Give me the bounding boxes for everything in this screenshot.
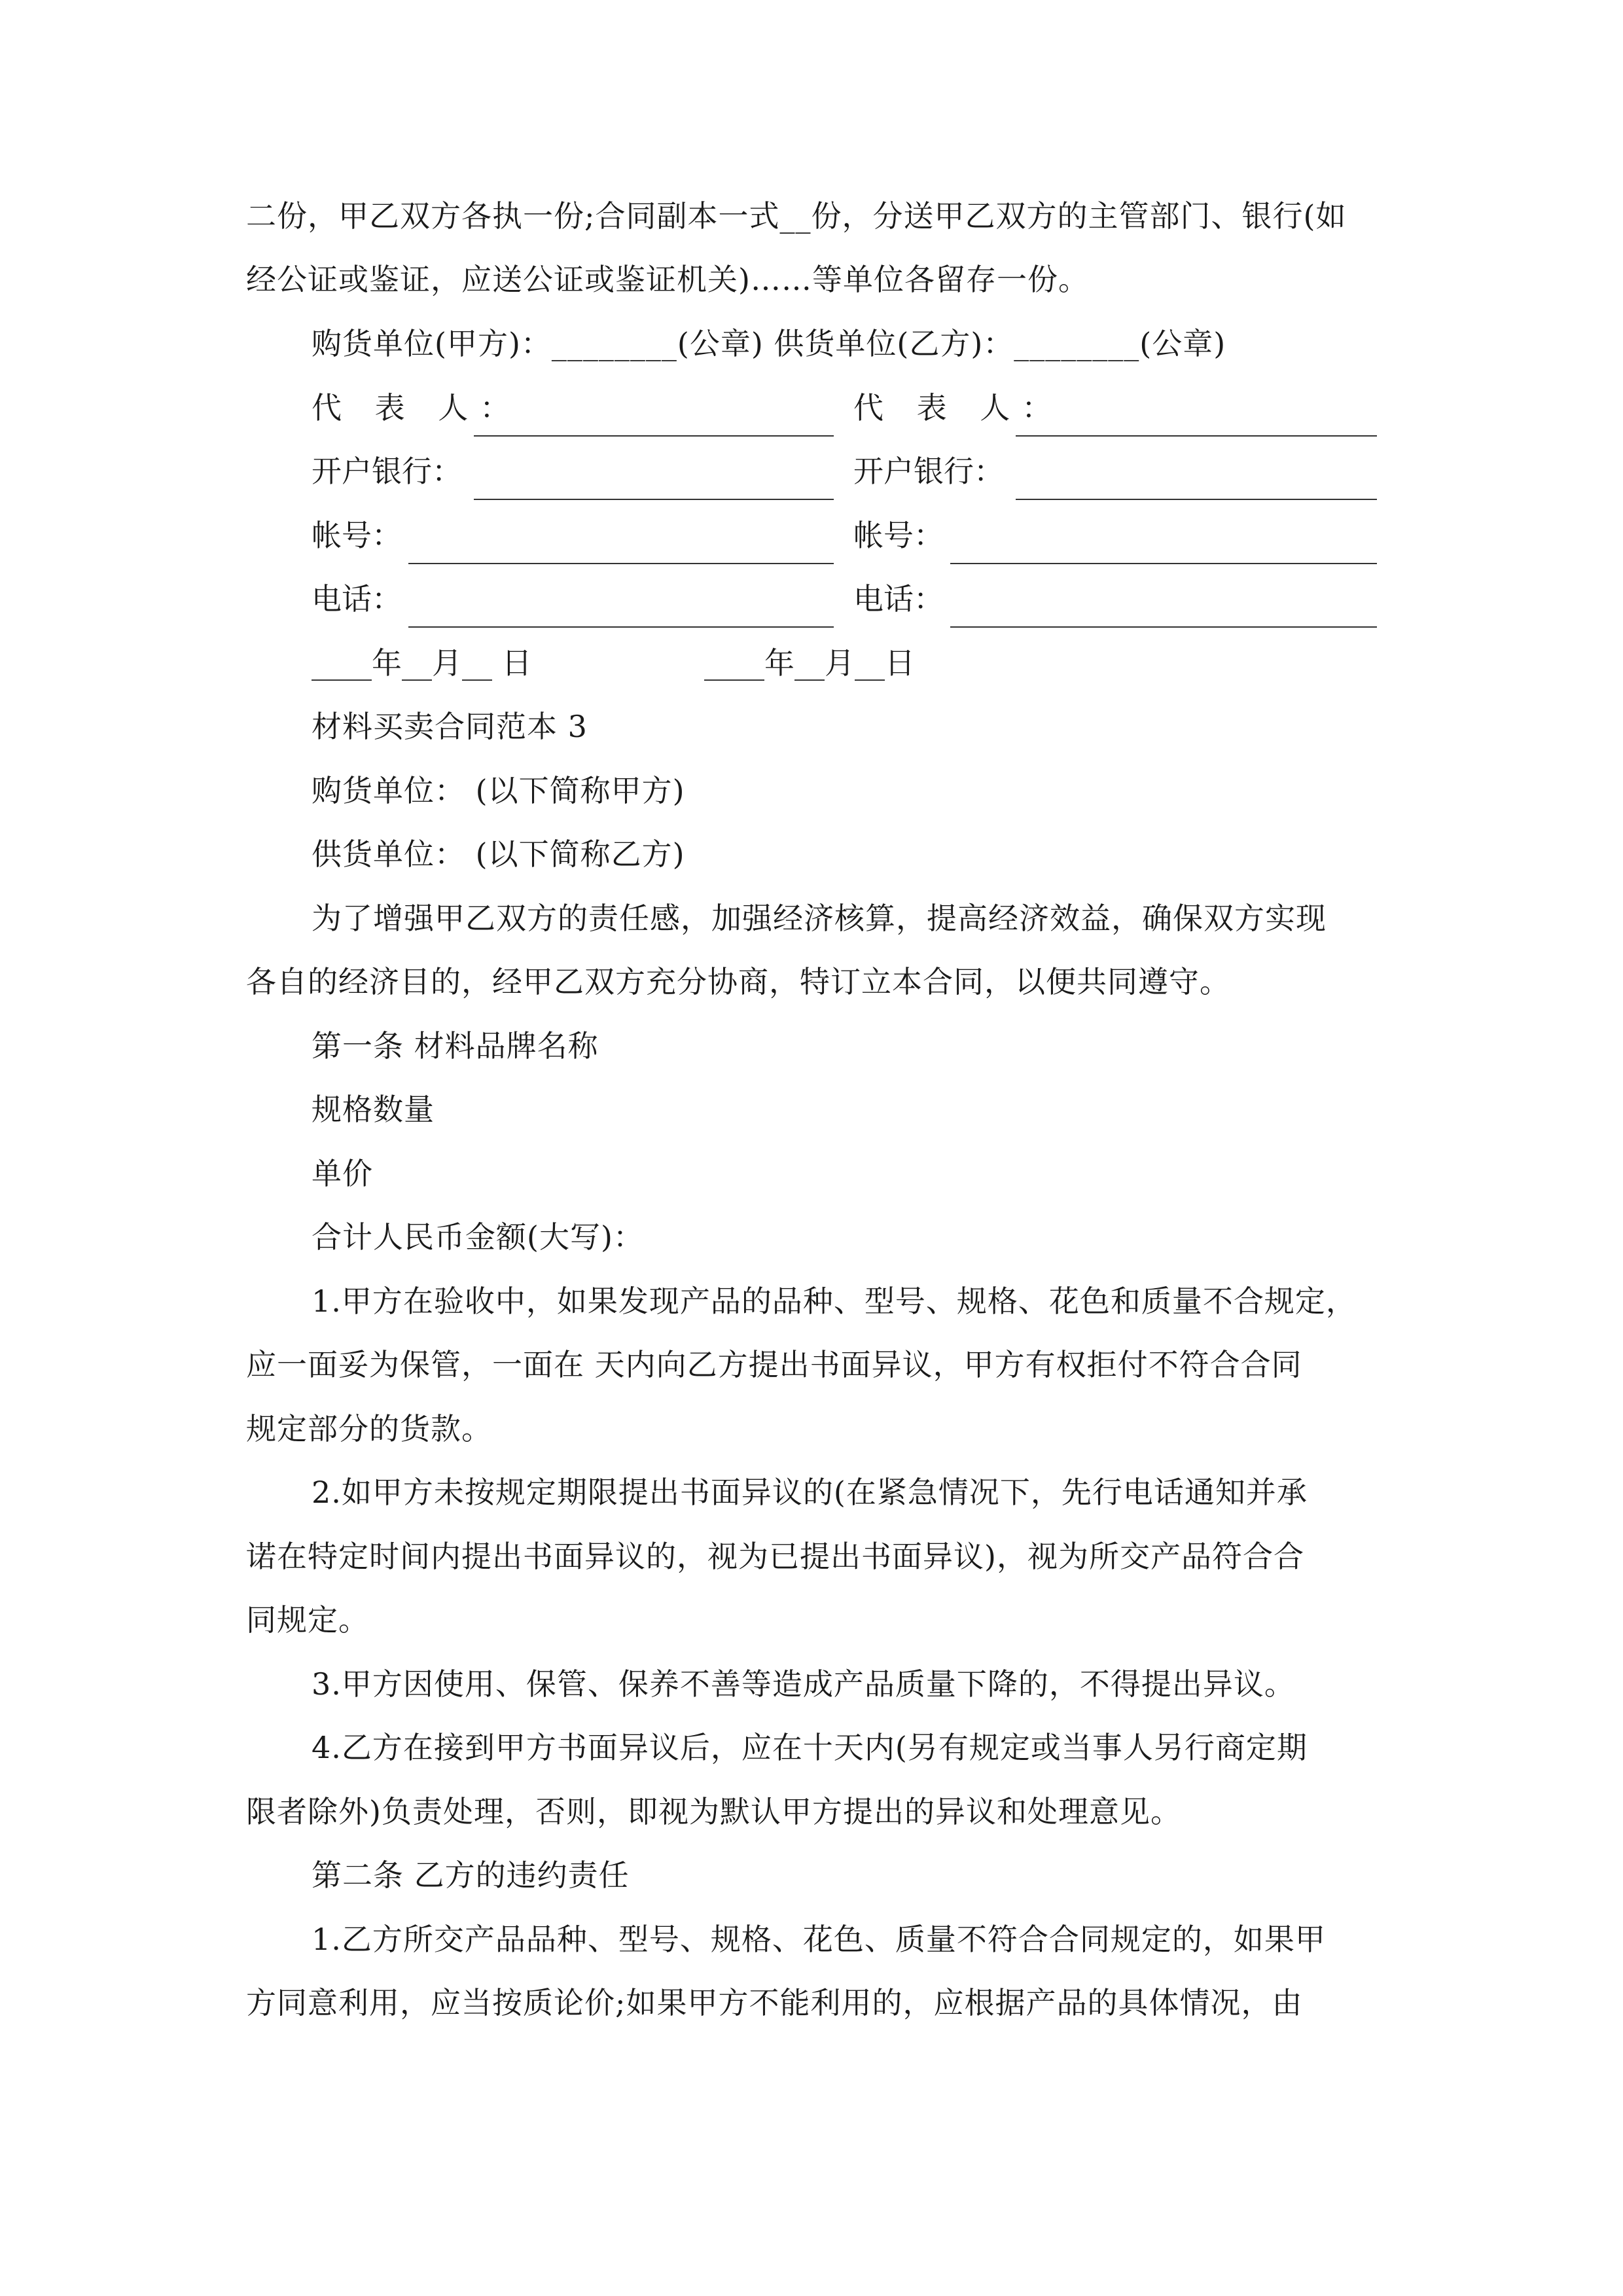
- intro-line-1: 二份，甲乙双方各执一份;合同副本一式__份，分送甲乙双方的主管部门、银行(如: [246, 198, 1347, 234]
- supplier-line: 供货单位： (以下简称乙方): [312, 836, 685, 872]
- preamble-line-1: 为了增强甲乙双方的责任感，加强经济核算，提高经济效益，确保双方实现: [312, 901, 1327, 936]
- date-left: ____年__月__ 日: [312, 645, 532, 681]
- rep-left-blank: [474, 435, 834, 437]
- account-left-blank: [408, 563, 834, 564]
- rep-right-label: 代 表 人：: [853, 390, 1064, 425]
- clause-1-line-2: 应一面妥为保管，一面在 天内向乙方提出书面异议，甲方有权拒付不符合合同: [246, 1347, 1302, 1382]
- clause-2-line-3: 同规定。: [246, 1602, 369, 1638]
- account-left-label: 帐号：: [312, 518, 402, 553]
- clause-2-line-2: 诺在特定时间内提出书面异议的，视为已提出书面异议)，视为所交产品符合合: [246, 1539, 1304, 1574]
- unit-price-line: 单价: [312, 1156, 373, 1191]
- signature-buyer-supplier-line: 购货单位(甲方)：________(公章) 供货单位(乙方)：________(公章): [312, 326, 1226, 361]
- clause-3-line-1: 3.甲方因使用、保管、保养不善等造成产品质量下降的，不得提出异议。: [312, 1666, 1295, 1702]
- bank-left-label: 开户银行：: [312, 454, 462, 489]
- clause-1-line-1: 1.甲方在验收中，如果发现产品的品种、型号、规格、花色和质量不合规定，: [312, 1283, 1357, 1319]
- phone-right-label: 电话：: [853, 581, 944, 617]
- total-rmb-line: 合计人民币金额(大写)：: [312, 1219, 644, 1255]
- clause-1-line-3: 规定部分的货款。: [246, 1411, 492, 1446]
- clause-2-line-1: 2.如甲方未按规定期限提出书面异议的(在紧急情况下，先行电话通知并承: [312, 1475, 1308, 1510]
- rep-right-blank: [1016, 435, 1377, 437]
- bank-left-blank: [474, 499, 834, 500]
- spec-qty-line: 规格数量: [312, 1092, 435, 1127]
- clause-4-line-1: 4.乙方在接到甲方书面异议后，应在十天内(另有规定或当事人另行商定期: [312, 1730, 1308, 1765]
- section-title: 材料买卖合同范本 3: [312, 709, 588, 744]
- account-right-label: 帐号：: [853, 518, 944, 553]
- article-1-title: 第一条 材料品牌名称: [312, 1028, 599, 1064]
- preamble-line-2: 各自的经济目的，经甲乙双方充分协商，特订立本合同，以便共同遵守。: [246, 964, 1230, 999]
- phone-left-label: 电话：: [312, 581, 402, 617]
- article-2-clause-1-line-2: 方同意利用，应当按质论价;如果甲方不能利用的，应根据产品的具体情况，由: [246, 1985, 1303, 2020]
- account-right-blank: [950, 563, 1377, 564]
- clause-4-line-2: 限者除外)负责处理，否则，即视为默认甲方提出的异议和处理意见。: [246, 1794, 1181, 1829]
- article-2-title: 第二条 乙方的违约责任: [312, 1857, 630, 1893]
- rep-left-label: 代 表 人：: [312, 390, 522, 425]
- phone-left-blank: [408, 626, 834, 628]
- intro-line-2: 经公证或鉴证，应送公证或鉴证机关)……等单位各留存一份。: [246, 262, 1089, 297]
- bank-right-label: 开户银行：: [853, 454, 1004, 489]
- bank-right-blank: [1016, 499, 1377, 500]
- date-right: ____年__月__日: [704, 645, 915, 681]
- phone-right-blank: [950, 626, 1377, 628]
- buyer-line: 购货单位： (以下简称甲方): [312, 773, 685, 808]
- article-2-clause-1-line-1: 1.乙方所交产品品种、型号、规格、花色、质量不符合合同规定的，如果甲: [312, 1922, 1326, 1957]
